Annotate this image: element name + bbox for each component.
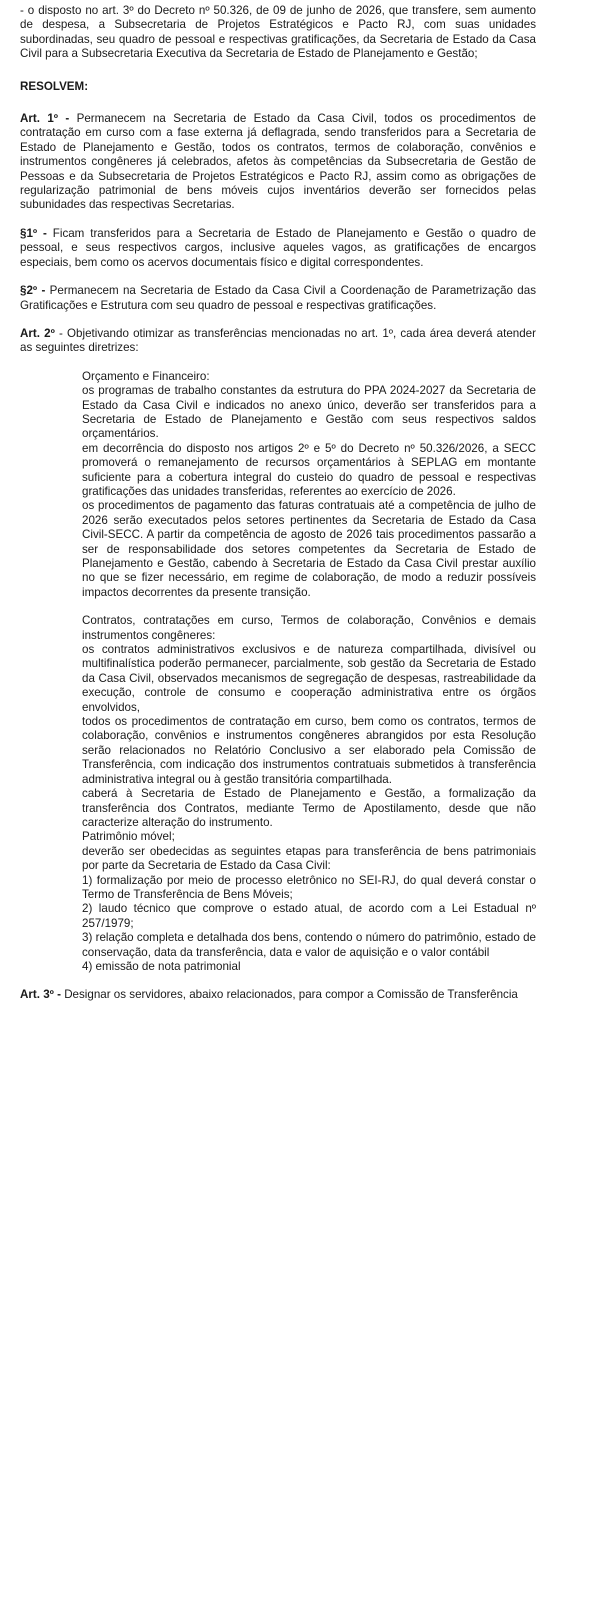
guideline-item: todos os procedimentos de contratação em curso, bem como os contratos, termos de colaboração, convênios e instrumentos congêneres abrangidos por esta Resolução serão relacionados no Relatório Conclusivo a ser elaborado pela Comissão de Transferência, com indicação dos instrumentos contratuais submetidos à transferência administrativa integral ou à gestão transitória compartilhada.	[82, 715, 536, 786]
paragraph-2	[20, 284, 536, 313]
article-3-label: Art. 3º -	[20, 988, 61, 1002]
article-2-text: - Objetivando otimizar as transferências mencionadas no art. 1º, cada área deverá atender as seguintes diretrizes:	[20, 326, 536, 355]
guideline-item: caberá à Secretaria de Estado de Planejamento e Gestão, a formalização da transferência dos Contratos, mediante Termo de Apostilamento, desde que não caracterize alteração do instrumento.	[82, 787, 536, 829]
guideline-item: os procedimentos de pagamento das faturas contratuais até a competência de julho de 2026 serão executados pelos setores pertinentes da Secretaria de Estado da Casa Civil-SECC. A partir da competência de agosto de 2026 tais procedimentos passarão a ser de responsabilidade dos setores competentes da Secretaria de Estado de Planejamento e Gestão, cabendo à Secretaria de Estado da Casa Civil prestar auxílio no que se fizer necessário, em regime de colaboração, de modo a reduzir possíveis impactos decorrentes da presente transição.	[82, 499, 536, 599]
guideline-item: Patrimônio móvel;	[82, 830, 175, 844]
guideline-item: 1) formalização por meio de processo eletrônico no SEI-RJ, do qual deverá constar o Termo de Transferência de Bens Móveis;	[82, 873, 536, 901]
paragraph-1-text: Ficam transferidos para a Secretaria de Estado de Planejamento e Gestão o quadro de pessoal, e seus respectivos cargos, inclusive aqueles vagos, as gratificações de encargos especiais, bem como os acervos documentais físico e digital correspondentes.	[20, 226, 536, 269]
guideline-item: 2) laudo técnico que comprove o estado atual, de acordo com a Lei Estadual nº 257/1979;	[82, 902, 536, 930]
paragraph-1-label: §1º -	[20, 226, 47, 240]
resolve-heading: RESOLVEM:	[20, 79, 89, 93]
guideline-item: Contratos, contratações em curso, Termos de colaboração, Convênios e demais instrumentos congêneres:	[82, 614, 536, 642]
guidelines-budget	[82, 370, 536, 601]
article-3-text: Designar os servidores, abaixo relacionados, para compor a Comissão de Transferência	[64, 988, 518, 1002]
guideline-item: em decorrência do disposto nos artigos 2º e 5º do Decreto nº 50.326/2026, a SECC promoverá o remanejamento de recursos orçamentários à SEPLAG em montante suficiente para a cobertura integral do custeio do quadro de pessoal e respectivas gratificações das unidades transferidas, referentes ao exercício de 2026.	[82, 441, 536, 498]
guideline-item: 3) relação completa e detalhada dos bens, contendo o número do patrimônio, estado de conservação, data da transferência, data e valor de aquisição e o valor contábil	[82, 931, 536, 959]
paragraph-1	[20, 227, 536, 270]
guideline-item: Orçamento e Financeiro:	[82, 369, 210, 383]
article-2-label: Art. 2º	[20, 326, 55, 340]
article-2	[20, 327, 536, 356]
article-1	[20, 112, 536, 213]
guidelines-contracts	[82, 614, 536, 974]
guideline-item: deverão ser obedecidas as seguintes etapas para transferência de bens patrimoniais por parte da Secretaria de Estado da Casa Civil:	[82, 844, 536, 873]
paragraph-2-text: Permanecem na Secretaria de Estado da Casa Civil a Coordenação de Parametrização das Gratificações e Estrutura com seu quadro de pessoal e respectivas gratificações.	[20, 284, 536, 312]
guideline-item: os programas de trabalho constantes da estrutura do PPA 2024-2027 da Secretaria de Estado da Casa Civil e indicados no anexo único, deverão ser transferidos para a Secretaria de Estado de Planejamento e Gestão com seus respectivos saldos orçamentários.	[82, 384, 536, 441]
intro-clause: - o disposto no art. 3º do Decreto nº 50.326, de 09 de junho de 2026, que transfere, sem aumento de despesa, a Subsecretaria de Projetos Estratégicos e Pacto RJ, com suas unidades subordinadas, seu quadro de pessoal e respectivas gratificações, da Secretaria de Estado da Casa Civil para a Subsecretaria Executiva da Secretaria de Estado de Planejamento e Gestão;	[20, 4, 536, 61]
guideline-item: 4) emissão de nota patrimonial	[82, 959, 241, 973]
article-1-text: Permanecem na Secretaria de Estado da Casa Civil, todos os procedimentos de contratação em curso com a fase externa já deflagrada, sendo transferidos para a Secretaria de Estado de Planejamento e Gestão, todos os contratos, termos de colaboração, convênios e instrumentos congêneres já celebrados, afetos às competências da Subsecretaria de Gestão de Pessoas e da Subsecretaria de Projetos Estratégicos e Pacto RJ, assim como as obrigações de regularização patrimonial de bens móveis cujos inventários deverão ser fornecidos pelas subunidades das respectivas Secretarias.	[20, 112, 536, 212]
guideline-item: os contratos administrativos exclusivos e de natureza compartilhada, divisível ou multifinalística poderão permanecer, parcialmente, sob gestão da Secretaria de Estado da Casa Civil, observados mecanismos de segregação de despesas, rastreabilidade da execução, controle de consumo e cooperação administrativa entre os órgãos envolvidos,	[82, 643, 536, 714]
paragraph-2-label: §2º -	[20, 284, 46, 298]
article-3	[20, 988, 536, 1002]
article-1-label: Art. 1º -	[20, 112, 70, 126]
